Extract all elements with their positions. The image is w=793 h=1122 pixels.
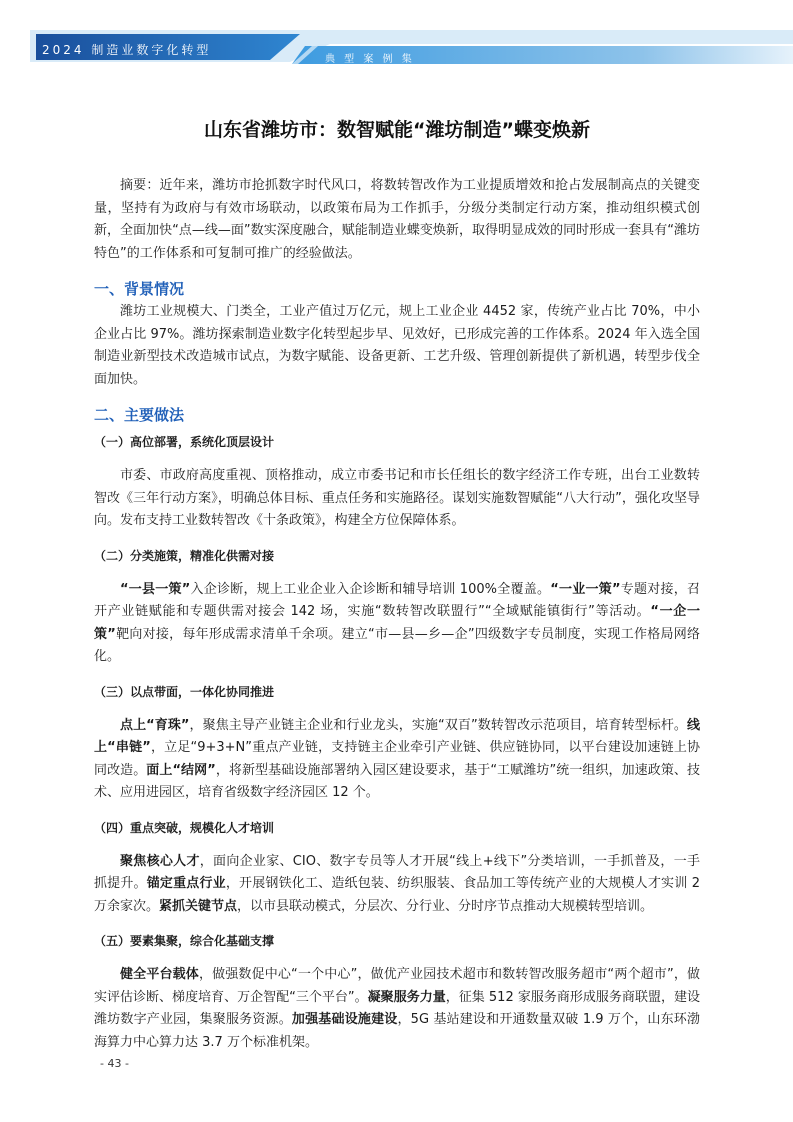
text-run: 靶向对接，每年形成需求清单千余项。建立“市—县—乡—企”四级数字专员制度，实现工作格局网络化。 xyxy=(94,626,700,664)
bold-phrase: 聚焦核心人才 xyxy=(120,853,200,869)
background-paragraph: 潍坊工业规模大、门类全，工业产值过万亿元，规上工业企业 4452 家，传统产业占比 70%，中小企业占比 97%。潍坊探索制造业数字化转型起步早、见效好，已形成完善的工作体系。2024 年入选全国制造业新型技术改造城市试点，为数字赋能、设备更新、工艺升级、管理创新提供了新机遇，转型步伐全面加快。 xyxy=(94,304,700,387)
section-heading-measures: 二、主要做法 xyxy=(94,406,185,424)
subsection-heading-5: （五）要素集聚，综合化基础支撑 xyxy=(94,934,275,948)
text-run: ，以市县联动模式，分层次、分行业、分时序节点推动大规模转型培训。 xyxy=(237,898,654,914)
section-heading-background: 一、背景情况 xyxy=(94,280,185,298)
bold-phrase: 凝聚服务力量 xyxy=(367,989,446,1005)
subsection-4-paragraph xyxy=(94,851,700,919)
bold-phrase: 点上“育珠” xyxy=(120,717,190,733)
text-run: ，将新型基础设施部署纳入园区建设要求，基于“工赋潍坊”统一组织，加速政策、技术、应用进园区，培育省级数字经济园区 12 个。 xyxy=(94,762,700,800)
subsection-2-paragraph xyxy=(94,579,700,669)
bold-phrase: 线上“串链” xyxy=(94,717,700,755)
subsection-heading-3: （三）以点带面，一体化协同推进 xyxy=(94,684,275,699)
page-header xyxy=(0,0,793,80)
subsection-heading-2: （二）分类施策，精准化供需对接 xyxy=(94,548,275,563)
bold-phrase: 面上“结网” xyxy=(146,762,216,778)
bold-phrase: “一业一策” xyxy=(550,581,621,597)
text-run: ，做强数促中心“一个中心”，做优产业园技术超市和数转智改服务超市“两个超市”，做实评估诊断、梯度培育、万企智配“三个平台”。 xyxy=(94,967,700,1005)
bold-phrase: 锚定重点行业 xyxy=(146,876,226,891)
subsection-heading-4: （四）重点突破，规模化人才培训 xyxy=(94,820,275,835)
subsection-heading-1: （一）高位部署，系统化顶层设计 xyxy=(94,435,275,449)
text-run: 入企诊断，规上工业企业入企诊断和辅导培训 100%全覆盖。 xyxy=(190,581,551,597)
subsection-1-paragraph: 市委、市政府高度重视、顶格推动，成立市委书记和市长任组长的数字经济工作专班，出台工业数转智改《三年行动方案》，明确总体目标、重点任务和实施路径。谋划实施数智赋能“八大行动”，强化攻坚导向。发布支持工业数转智改《十条政策》，构建全方位保障体系。 xyxy=(94,468,700,528)
subsection-3-paragraph xyxy=(94,715,700,805)
header-banner xyxy=(0,0,793,80)
article xyxy=(94,96,700,1054)
subsection-5-paragraph xyxy=(94,964,700,1054)
text-run: ，征集 512 家服务商形成服务商联盟，建设潍坊数字产业园，集聚服务资源。 xyxy=(94,989,700,1027)
bold-phrase: 加强基础设施建设 xyxy=(291,1012,398,1027)
text-run: ，开展钢铁化工、造纸包装、纺织服装、食品加工等传统产业的大规模人才实训 2 万余家次。 xyxy=(94,876,700,914)
abstract: 摘要：近年来，潍坊市抢抓数字时代风口，将数转智改作为工业提质增效和抢占发展制高点的关键变量，坚持有为政府与有效市场联动，以政策布局为工作抓手，分级分类制定行动方案，推动组织模式创新，全面加快“点—线—面”数实深度融合，赋能制造业蝶变焕新，取得明显成效的同时形成一套具有“潍坊特色”的工作体系和可复制可推广的经验做法。 xyxy=(94,178,700,261)
bold-phrase: “一县一策” xyxy=(120,581,191,597)
text-run: ，面向企业家、CIO、数字专员等人才开展“线上+线下”分类培训，一手抓普及，一手抓提升。 xyxy=(94,853,700,891)
text-run: 专题对接，召开产业链赋能和专题供需对接会 142 场，实施“数转智改联盟行”“全域赋能镇街行”等活动。 xyxy=(94,581,700,619)
text-run: ，立足“9+3+N”重点产业链，支持链主企业牵引产业链、供应链协同，以平台建设加速链上协同改造。 xyxy=(94,740,700,778)
bold-phrase: “一企一策” xyxy=(94,604,700,642)
text-run: ，聚焦主导产业链主企业和行业龙头，实施“双百”数转智改示范项目，培育转型标杆。 xyxy=(189,717,687,733)
header-collection-title: 典 型 案 例 集 xyxy=(325,54,415,65)
bold-phrase: 紧抓关键节点 xyxy=(159,898,238,914)
page-number: - 43 - xyxy=(100,1057,129,1070)
article-title: 山东省潍坊市：数智赋能“潍坊制造”蝶变焕新 xyxy=(204,119,590,141)
header-series-title: 2024 制造业数字化转型 xyxy=(42,43,212,57)
text-run: ，5G 基站建设和开通数量双破 1.9 万个，山东环渤海算力中心算力达 3.7 万个标准机架。 xyxy=(94,1012,700,1050)
bold-phrase: 健全平台载体 xyxy=(120,967,199,982)
